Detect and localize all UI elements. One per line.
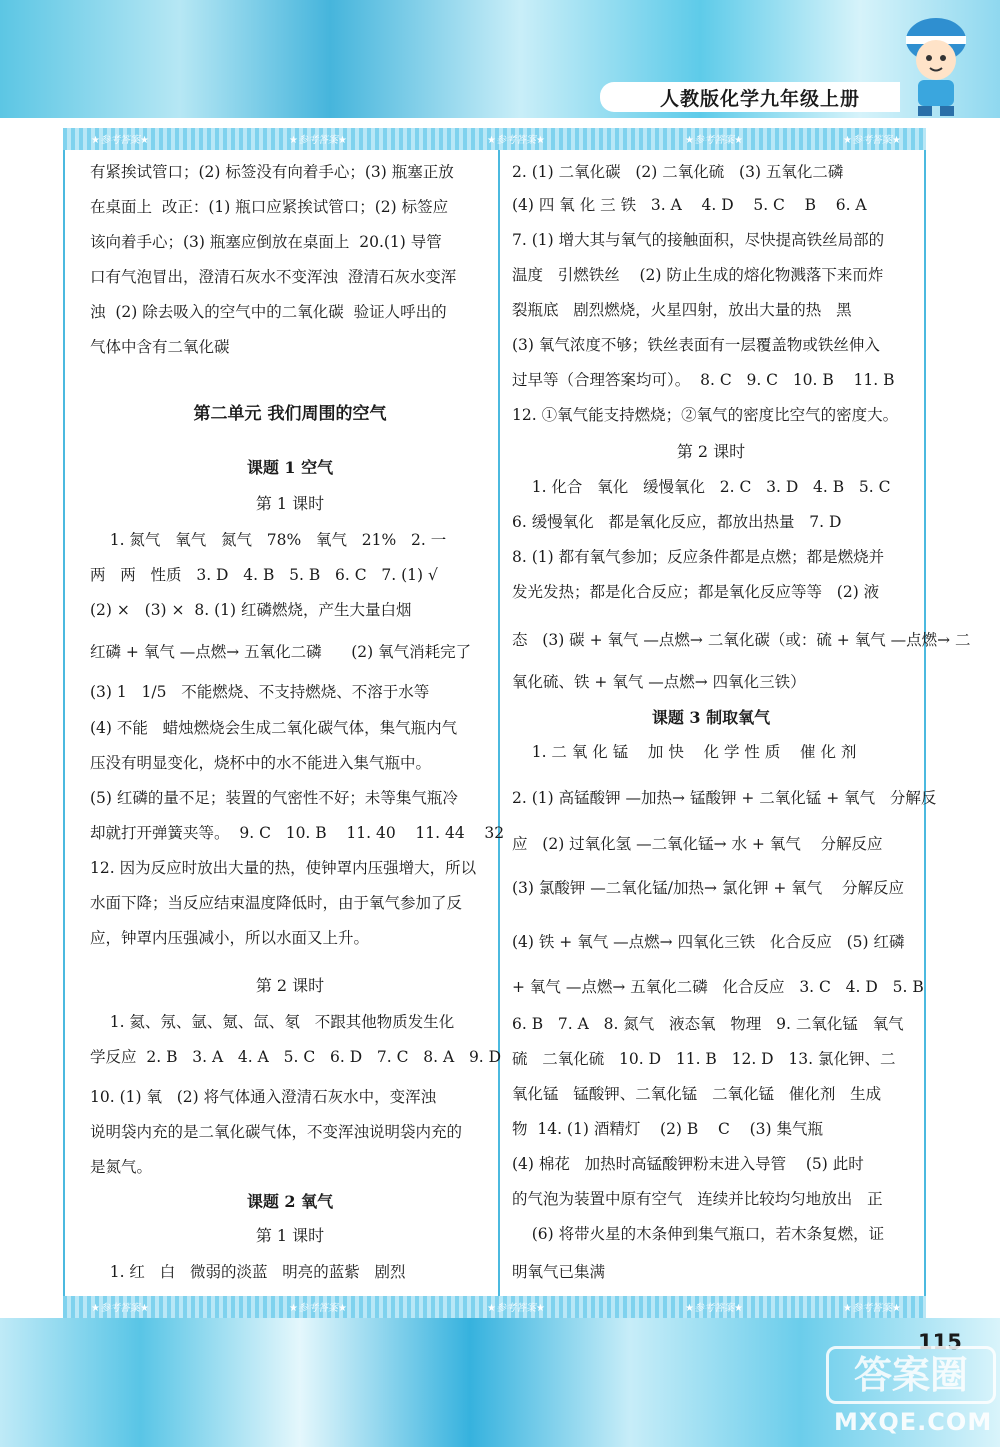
answer-line: + 氧气 —点燃→ 五氧化二磷 化合反应 3. C 4. D 5. B xyxy=(512,978,924,996)
answer-line: 1. 化合 氧化 缓慢氧化 2. C 3. D 4. B 5. C xyxy=(512,478,891,496)
answer-line: 12. 因为反应时放出大量的热，使钟罩内压强增大，所以 xyxy=(90,859,477,877)
bottom-answer-strip xyxy=(63,1296,926,1318)
lesson-heading: 第 2 课时 xyxy=(676,442,746,461)
answer-line: 8. (1) 都有氧气参加；反应条件都是点燃；都是燃烧并 xyxy=(512,548,885,566)
column-divider xyxy=(498,150,500,1296)
answer-line: (3) 氧气浓度不够；铁丝表面有一层覆盖物或铁丝伸入 xyxy=(512,336,880,354)
answer-line: 1. 红 白 微弱的淡蓝 明亮的蓝紫 剧烈 xyxy=(90,1263,406,1281)
answer-line: 学反应 2. B 3. A 4. A 5. C 6. D 7. C 8. A 9. D xyxy=(90,1048,502,1066)
answer-line: 该向着手心；(3) 瓶塞应倒放在桌面上 20.(1) 导管 xyxy=(90,233,442,251)
lesson-heading: 第 2 课时 xyxy=(255,976,325,995)
answer-line: (4) 铁 + 氧气 —点燃→ 四氧化三铁 化合反应 (5) 红磷 xyxy=(512,933,905,951)
watermark-logo: 答案圈 xyxy=(826,1346,996,1404)
strip-tag: ★参考答案★ xyxy=(289,1303,347,1314)
answer-line: 10. (1) 氧 (2) 将气体通入澄清石灰水中，变浑浊 xyxy=(90,1088,437,1106)
strip-tag: ★参考答案★ xyxy=(91,135,149,146)
answer-line: (4) 不能 蜡烛燃烧会生成二氧化碳气体，集气瓶内气 xyxy=(90,719,458,737)
answer-line: 2. (1) 二氧化碳 (2) 二氧化硫 (3) 五氧化二磷 xyxy=(512,163,844,181)
answer-line: (4) 四 氧 化 三 铁 3. A 4. D 5. C B 6. A xyxy=(512,196,867,214)
answer-line: 硫 二氧化硫 10. D 11. B 12. D 13. 氯化钾、二 xyxy=(512,1050,896,1068)
strip-tag: ★参考答案★ xyxy=(685,1303,743,1314)
strip-tag: ★参考答案★ xyxy=(487,135,545,146)
answer-line: 温度 引燃铁丝 (2) 防止生成的熔化物溅落下来而炸 xyxy=(512,266,884,284)
answer-line: 氧化硫、铁 + 氧气 —点燃→ 四氧化三铁） xyxy=(512,673,806,691)
topic-heading: 课题 1 空气 xyxy=(246,458,334,477)
answer-line: 却就打开弹簧夹等。 9. C 10. B 11. 40 11. 44 32 xyxy=(90,824,505,842)
answer-line: 6. B 7. A 8. 氮气 液态氧 物理 9. 二氧化锰 氧气 xyxy=(512,1015,904,1033)
strip-tag: ★参考答案★ xyxy=(487,1303,545,1314)
strip-tag: ★参考答案★ xyxy=(289,135,347,146)
strip-tag: ★参考答案★ xyxy=(843,135,901,146)
answer-line: 在桌面上 改正：(1) 瓶口应紧挨试管口；(2) 标签应 xyxy=(90,198,449,216)
strip-tag: ★参考答案★ xyxy=(685,135,743,146)
answer-line: 明氧气已集满 xyxy=(512,1263,606,1281)
topic-heading: 课题 2 氧气 xyxy=(246,1192,334,1211)
answer-line: 有紧挨试管口；(2) 标签没有向着手心；(3) 瓶塞正放 xyxy=(90,163,454,181)
answer-line: 过早等（合理答案均可）。 8. C 9. C 10. B 11. B xyxy=(512,371,895,389)
answer-line: 应 (2) 过氧化氢 —二氧化锰→ 水 + 氧气 分解反应 xyxy=(512,835,883,853)
answer-line: 7. (1) 增大其与氧气的接触面积，尽快提高铁丝局部的 xyxy=(512,231,885,249)
page-number: 115 xyxy=(918,1330,962,1354)
answer-line: 是氮气。 xyxy=(90,1158,153,1176)
top-answer-strip xyxy=(63,128,926,150)
answer-line: (2) × (3) × 8. (1) 红磷燃烧，产生大量白烟 xyxy=(90,601,412,619)
answer-line: (6) 将带火星的木条伸到集气瓶口，若木条复燃，证 xyxy=(512,1225,885,1243)
answer-line: 6. 缓慢氧化 都是氧化反应，都放出热量 7. D xyxy=(512,513,842,531)
strip-tag: ★参考答案★ xyxy=(843,1303,901,1314)
answer-line: 12. ①氧气能支持燃烧；②氧气的密度比空气的密度大。 xyxy=(512,406,899,424)
answer-line: 发光发热；都是化合反应；都是氧化反应等等 (2) 液 xyxy=(512,583,880,601)
topic-heading: 课题 3 制取氧气 xyxy=(651,708,771,727)
lesson-heading: 第 1 课时 xyxy=(255,494,325,513)
answer-line: (4) 棉花 加热时高锰酸钾粉末进入导管 (5) 此时 xyxy=(512,1155,864,1173)
lesson-heading: 第 1 课时 xyxy=(255,1226,325,1245)
answer-line: 1. 二 氧 化 锰 加 快 化 学 性 质 催 化 剂 xyxy=(512,743,857,761)
answer-line: 浊 (2) 除去吸入的空气中的二氧化碳 验证人呼出的 xyxy=(90,303,447,321)
answer-line: (3) 1 1/5 不能燃烧、不支持燃烧、不溶于水等 xyxy=(90,683,430,701)
answer-line: 物 14. (1) 酒精灯 (2) B C (3) 集气瓶 xyxy=(512,1120,823,1138)
answer-line: (3) 氯酸钾 —二氧化锰/加热→ 氯化钾 + 氧气 分解反应 xyxy=(512,879,904,897)
answer-line: 口有气泡冒出，澄清石灰水不变浑浊 澄清石灰水变浑 xyxy=(90,268,457,286)
answer-line: 氧化锰 锰酸钾、二氧化锰 二氧化锰 催化剂 生成 xyxy=(512,1085,882,1103)
answer-line: 水面下降；当反应结束温度降低时，由于氧气参加了反 xyxy=(90,894,463,912)
mascot-illustration xyxy=(888,6,984,118)
book-title: 人教版化学九年级上册 xyxy=(660,88,861,110)
answer-line: 裂瓶底 剧烈燃烧，火星四射，放出大量的热 黑 xyxy=(512,301,852,319)
unit-heading: 第二单元 我们周围的空气 xyxy=(193,404,387,424)
answer-line: (5) 红磷的量不足；装置的气密性不好；未等集气瓶冷 xyxy=(90,789,458,807)
answer-line: 应，钟罩内压强减小，所以水面又上升。 xyxy=(90,929,370,947)
answer-line: 态 (3) 碳 + 氧气 —点燃→ 二氧化碳（或：硫 + 氧气 —点燃→ 二 xyxy=(512,631,971,649)
answer-line: 1. 氮气 氧气 氮气 78% 氧气 21% 2. 一 xyxy=(90,531,447,549)
strip-tag: ★参考答案★ xyxy=(91,1303,149,1314)
answer-line: 气体中含有二氧化碳 xyxy=(90,338,230,356)
answer-line: 的气泡为装置中原有空气 连续并比较均匀地放出 正 xyxy=(512,1190,883,1208)
answer-line: 2. (1) 高锰酸钾 —加热→ 锰酸钾 + 二氧化锰 + 氧气 分解反 xyxy=(512,789,937,807)
watermark-url: MXQE.COM xyxy=(834,1408,993,1436)
answer-line: 两 两 性质 3. D 4. B 5. B 6. C 7. (1) √ xyxy=(90,566,438,584)
answer-line: 红磷 + 氧气 —点燃→ 五氧化二磷 (2) 氧气消耗完了 xyxy=(90,643,472,661)
answer-line: 说明袋内充的是二氧化碳气体，不变浑浊说明袋内充的 xyxy=(90,1123,463,1141)
answer-line: 1. 氦、氖、氩、氪、氙、氡 不跟其他物质发生化 xyxy=(90,1013,455,1031)
answer-line: 压没有明显变化，烧杯中的水不能进入集气瓶中。 xyxy=(90,754,432,772)
